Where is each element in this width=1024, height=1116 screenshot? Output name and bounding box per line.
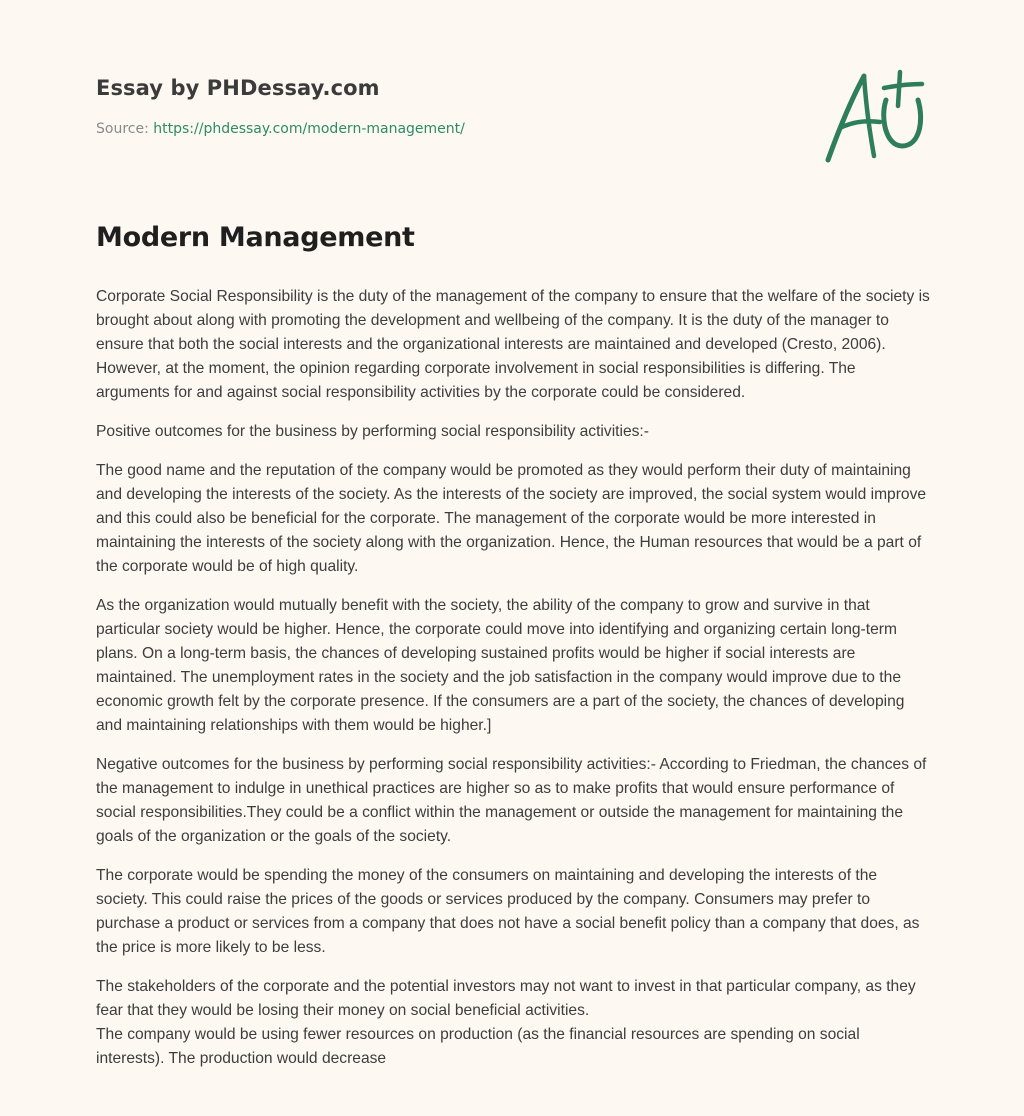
essay-paragraph: Positive outcomes for the business by performing social responsibility activities:- [96,423,649,440]
essay-paragraph: The good name and the reputation of the company would be promoted as they would perform their duty of maintaining and developing the interests of the society. As the interests of the society are improved, the social system would improve and this could also be beneficial for the corporate. The management of the corporate would be more interested in maintaining the interests of the society along with the organization. Hence, the Human resources that would be a part of the corporate would be of high quality. [96,462,927,575]
essay-paragraph: The stakeholders of the corporate and the potential investors may not want to invest in that particular company, as they fear that they would be losing their money on social beneficial activities. [96,978,916,1019]
a-plus-logo [820,66,930,166]
essay-paragraph: Negative outcomes for the business by performing social responsibility activities:- According to Friedman, the chances of the management to indulge in unethical practices are higher so as to make profits that would ensure performance of social responsibilities.They could be a conflict within the management or outside the management for maintaining the goals of the organization or the goals of the society. [96,756,927,845]
source-link[interactable]: https://phdessay.com/modern-management/ [153,121,465,137]
source-label: Source: [96,121,149,137]
page-title: Modern Management [96,222,415,253]
essay-paragraph: The corporate would be spending the money of the consumers on maintaining and developing the interests of the society. This could raise the prices of the goods or services produced by the company. Consumers may prefer to purchase a product or services from a company that does not have a social benefit policy than a company that does, as the price is more likely to be less. [96,867,920,956]
essay-paragraph: As the organization would mutually benefit with the society, the ability of the company to grow and survive in that particular society would be higher. Hence, the corporate could move into identifying and organizing certain long-term plans. On a long-term basis, the chances of developing sustained profits would be higher if social interests are maintained. The unemployment rates in the society and the job satisfaction in the company would improve due to the economic growth felt by the corporate presence. If the consumers are a part of the society, the chances of developing and maintaining relationships with them would be higher.] [96,597,905,734]
essay-body [96,285,930,1086]
source-line [96,121,796,137]
a-plus-logo-graphic [820,66,930,166]
site-title: Essay by PHDessay.com [96,76,380,100]
essay-paragraph: Corporate Social Responsibility is the duty of the management of the company to ensure that the welfare of the society is brought about along with promoting the development and wellbeing of the company. It is the duty of the manager to ensure that both the social interests and the organizational interests are maintained and developed (Cresto, 2006). However, at the moment, the opinion regarding corporate involvement in social responsibilities is differing. The arguments for and against social responsibility activities by the corporate could be considered. [96,288,930,401]
header [96,76,796,137]
essay-paragraph: The company would be using fewer resources on production (as the financial resources are spending on social interests). The production would decrease [96,1026,860,1067]
